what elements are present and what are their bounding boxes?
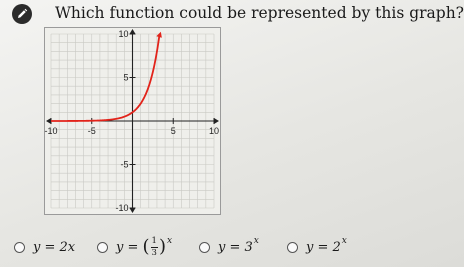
formula [218, 236, 259, 255]
formula-coefficient: 2 [59, 239, 68, 255]
formula-lhs: y = [218, 239, 241, 255]
radio-button[interactable] [199, 242, 210, 253]
x-tick-label: 10 [208, 126, 220, 136]
x-axis-arrow-left [46, 118, 51, 124]
formula [33, 240, 75, 255]
answer-choices [0, 232, 399, 262]
x-tick-label: -5 [87, 126, 96, 136]
pencil-icon [16, 8, 28, 20]
formula-lhs: y = [116, 239, 139, 255]
formula [306, 236, 347, 255]
y-tick-label: 5 [123, 72, 129, 83]
open-paren: ( [142, 236, 150, 257]
y-tick-label: -10 [115, 203, 129, 213]
formula-base: 3 [244, 239, 253, 255]
choice-y-equals-one-third-power-x[interactable] [97, 232, 172, 262]
question-marker [12, 4, 32, 24]
formula-exponent: x [167, 236, 173, 246]
x-axis-arrow-right [214, 118, 219, 124]
formula-base: 2 [332, 239, 341, 255]
radio-button[interactable] [287, 242, 298, 253]
formula-lhs: y = [33, 239, 56, 255]
close-paren: ) [158, 236, 166, 257]
x-tick-label: 5 [170, 126, 176, 136]
function-graph [44, 27, 221, 215]
formula-lhs: y = [306, 239, 329, 255]
y-tick-label: -5 [120, 159, 129, 170]
y-tick-label: 10 [118, 29, 129, 39]
radio-button[interactable] [14, 242, 25, 253]
y-axis-arrow-up [130, 29, 136, 34]
choice-y-equals-2x[interactable] [14, 232, 75, 262]
choice-y-equals-2-power-x[interactable] [287, 232, 347, 262]
formula-exponent: x [253, 236, 259, 246]
choice-y-equals-3-power-x[interactable] [199, 232, 259, 262]
radio-button[interactable] [97, 242, 108, 253]
formula-exponent: x [341, 236, 347, 246]
formula [116, 237, 172, 257]
fraction-numerator: 1 [151, 236, 157, 246]
fraction-denominator: 3 [151, 247, 157, 258]
fraction [151, 237, 158, 257]
question-text: Which function could be represented by this graph? [55, 4, 464, 22]
y-axis-arrow-down [130, 208, 136, 213]
x-tick-label: -10 [44, 126, 58, 136]
formula-variable: x [67, 239, 76, 255]
